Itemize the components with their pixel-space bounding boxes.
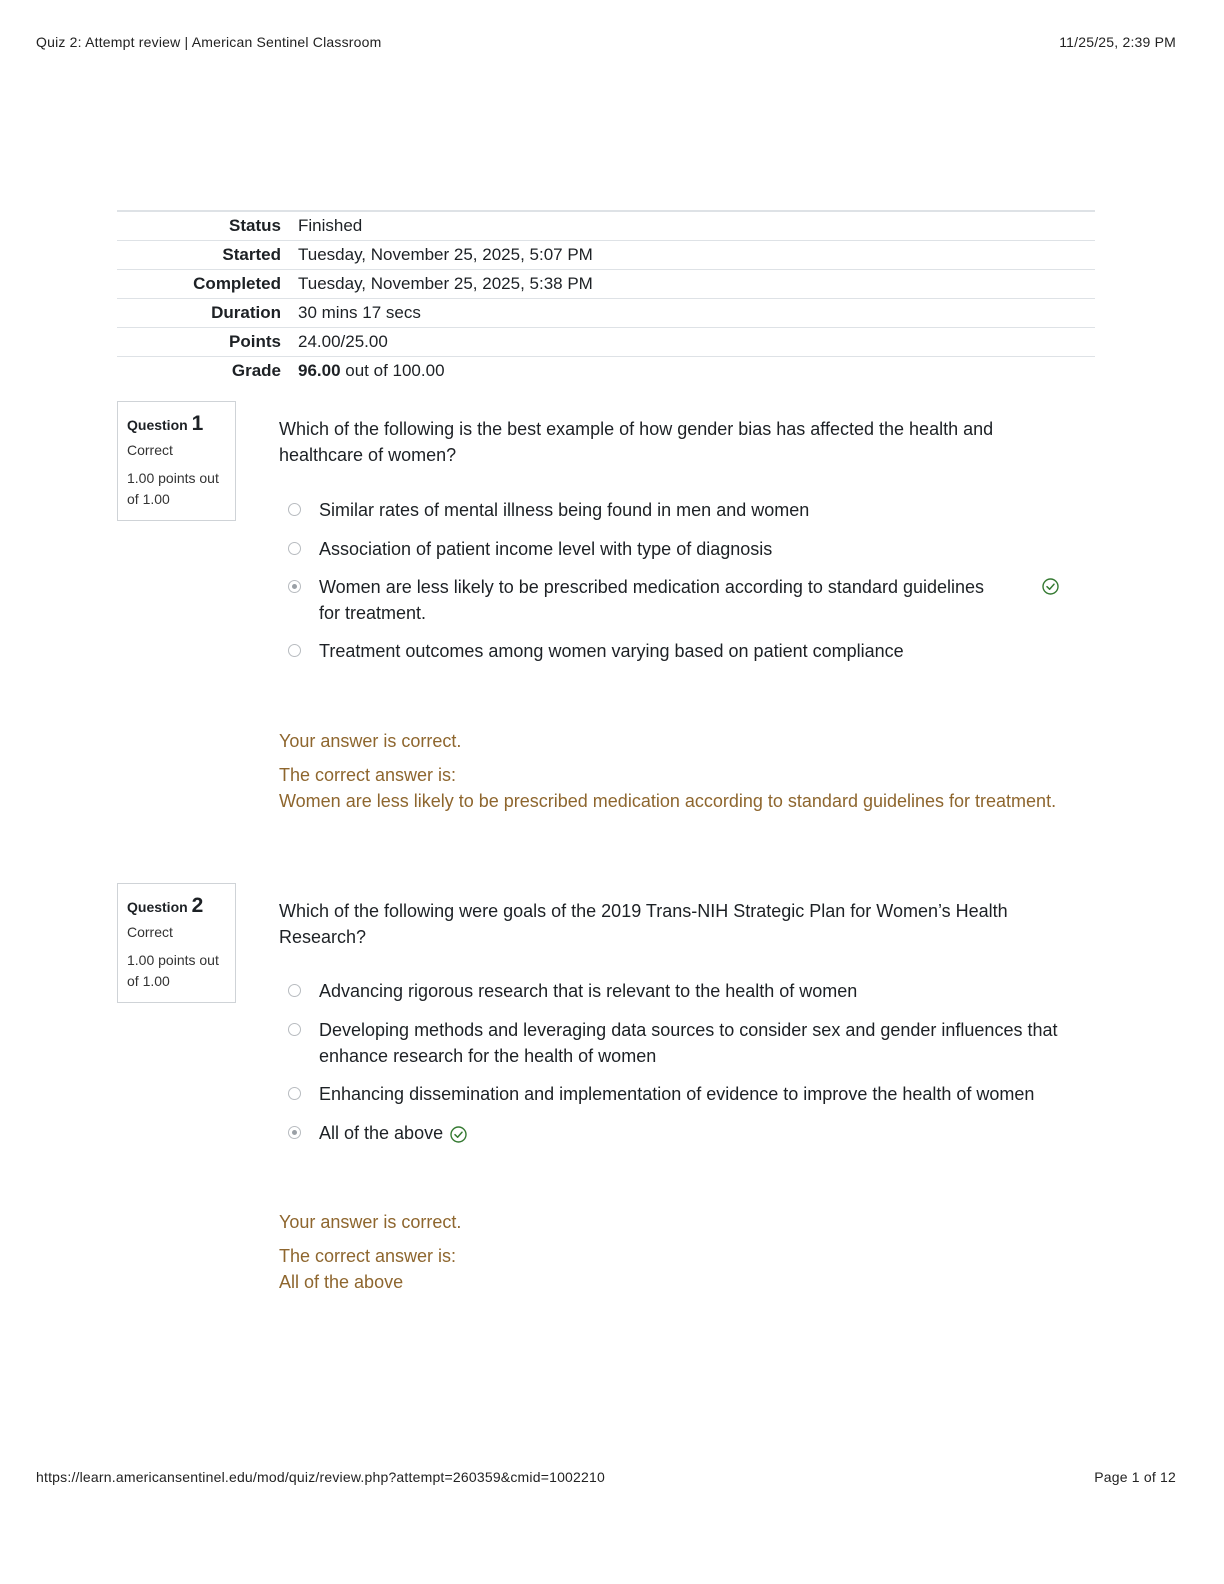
answer-option[interactable] <box>288 536 1068 562</box>
feedback-intro: The correct answer is: <box>279 1246 457 1266</box>
feedback-correct-answer: Women are less likely to be prescribed medication according to standard guidelines for treatment. <box>279 791 1057 811</box>
summary-row-grade <box>117 356 1095 385</box>
attempt-summary-table <box>117 210 1095 385</box>
question-grade: 1.00 points out of 1.00 <box>127 470 219 507</box>
summary-label: Started <box>117 240 298 269</box>
radio-button-icon[interactable] <box>288 644 301 657</box>
summary-row-status <box>117 211 1095 240</box>
grade-score: 96.00 <box>298 360 341 380</box>
question-state: Correct <box>127 442 173 458</box>
summary-label: Duration <box>117 298 298 327</box>
question-text-1: Which of the following is the best example of how gender bias has affected the health and healthcare of women? <box>279 419 994 465</box>
grade-out-of: out of 100.00 <box>340 360 445 380</box>
answer-option[interactable] <box>288 497 1068 523</box>
question-label: Question <box>127 899 188 915</box>
answer-text: Association of patient income level with type of diagnosis <box>319 539 773 559</box>
radio-button-icon[interactable] <box>288 542 301 555</box>
radio-button-icon[interactable] <box>288 1087 301 1100</box>
answer-option[interactable] <box>288 1081 1068 1107</box>
radio-button-icon[interactable] <box>288 503 301 516</box>
question-number <box>127 894 226 918</box>
summary-label: Points <box>117 327 298 356</box>
answer-text: Advancing rigorous research that is relevant to the health of women <box>319 981 858 1001</box>
summary-value: Tuesday, November 25, 2025, 5:07 PM <box>298 240 1095 269</box>
summary-row-duration <box>117 298 1095 327</box>
answer-text: Treatment outcomes among women varying based on patient compliance <box>319 641 904 661</box>
summary-label: Grade <box>117 356 298 385</box>
summary-value <box>298 356 1095 385</box>
page-url[interactable]: https://learn.americansentinel.edu/mod/quiz/review.php?attempt=260359&cmid=1002210 <box>36 1469 605 1485</box>
answer-option[interactable] <box>288 638 1068 664</box>
feedback-result: Your answer is correct. <box>279 731 462 751</box>
question-number-value: 2 <box>191 894 204 917</box>
feedback-result: Your answer is correct. <box>279 1212 462 1232</box>
summary-value: Finished <box>298 211 1095 240</box>
page-title: Quiz 2: Attempt review | American Sentinel Classroom <box>36 34 382 50</box>
question-number-value: 1 <box>191 412 204 435</box>
answer-option[interactable] <box>288 978 1068 1004</box>
summary-value: Tuesday, November 25, 2025, 5:38 PM <box>298 269 1095 298</box>
answer-text: Women are less likely to be prescribed medication according to standard guidelines for treatment. <box>319 577 985 623</box>
question-info-2 <box>117 883 236 1003</box>
page-number: Page 1 of 12 <box>1094 1469 1176 1485</box>
print-header <box>36 34 1176 50</box>
question-text-2: Which of the following were goals of the 2019 Trans-NIH Strategic Plan for Women’s Health Research? <box>279 901 1008 947</box>
print-footer <box>36 1469 1176 1485</box>
summary-row-points <box>117 327 1095 356</box>
answer-text: Developing methods and leveraging data sources to consider sex and gender influences that enhance research for the health of women <box>319 1020 1058 1066</box>
answer-text: All of the above <box>319 1123 444 1143</box>
radio-button-icon[interactable] <box>288 984 301 997</box>
question-info-1 <box>117 401 236 521</box>
radio-button-icon[interactable] <box>288 580 301 593</box>
answer-option[interactable] <box>288 1017 1068 1069</box>
summary-label: Completed <box>117 269 298 298</box>
question-number <box>127 412 226 436</box>
summary-row-started <box>117 240 1095 269</box>
print-datetime: 11/25/25, 2:39 PM <box>1059 34 1176 50</box>
check-circle-icon <box>1042 578 1059 595</box>
check-circle-icon <box>450 1124 467 1141</box>
answer-option-selected[interactable] <box>288 1120 1068 1146</box>
answer-text: Enhancing dissemination and implementation of evidence to improve the health of women <box>319 1084 1035 1104</box>
answer-option-selected[interactable] <box>288 574 1008 626</box>
radio-button-icon[interactable] <box>288 1126 301 1139</box>
question-grade: 1.00 points out of 1.00 <box>127 952 219 989</box>
summary-value: 24.00/25.00 <box>298 327 1095 356</box>
radio-button-icon[interactable] <box>288 1023 301 1036</box>
summary-value: 30 mins 17 secs <box>298 298 1095 327</box>
feedback-correct-answer: All of the above <box>279 1272 404 1292</box>
question-label: Question <box>127 417 188 433</box>
feedback-intro: The correct answer is: <box>279 765 457 785</box>
summary-label: Status <box>117 211 298 240</box>
answer-text: Similar rates of mental illness being found in men and women <box>319 500 810 520</box>
summary-row-completed <box>117 269 1095 298</box>
question-state: Correct <box>127 924 173 940</box>
